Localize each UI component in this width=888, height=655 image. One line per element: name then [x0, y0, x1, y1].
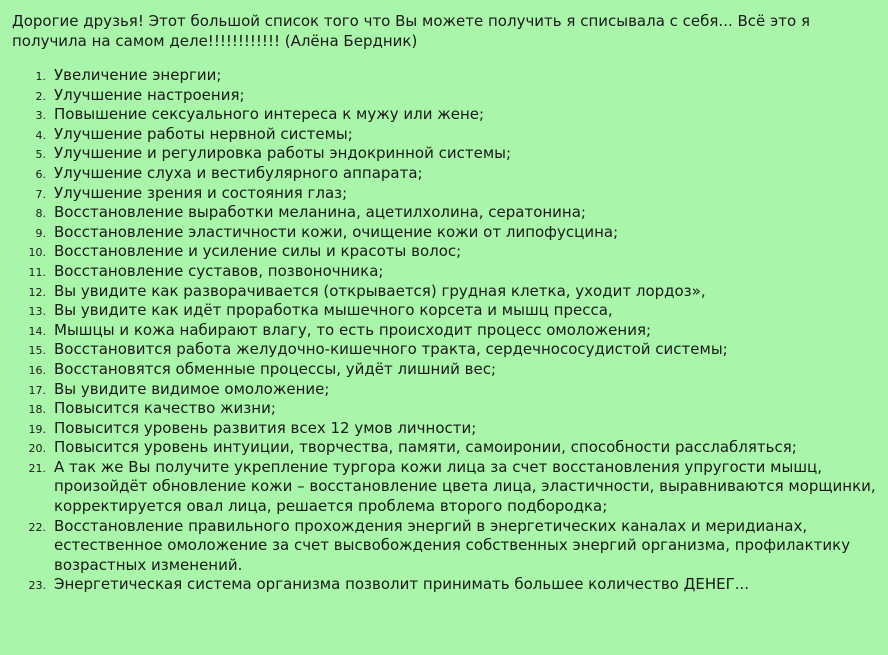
item-number: 13.	[28, 305, 46, 319]
item-number: 3.	[35, 109, 46, 123]
item-text: Повысится уровень развития всех 12 умов личности;	[54, 418, 477, 437]
item-number: 11.	[28, 265, 46, 279]
item-text: Восстановится работа желудочно-кишечного тракта, сердечнососудистой системы;	[54, 340, 728, 359]
item-number: 20.	[28, 442, 46, 456]
item-text: Повышение сексуального интереса к мужу или жене;	[54, 105, 485, 124]
item-text: Восстановятся обменные процессы, уйдёт лишний вес;	[54, 359, 496, 378]
list-item	[12, 399, 888, 419]
list-item	[12, 164, 888, 184]
item-text: Улучшение слуха и вестибулярного аппарата;	[54, 163, 423, 182]
item-number: 4.	[35, 128, 46, 142]
item-number: 10.	[28, 246, 46, 260]
list-item	[12, 458, 888, 517]
list-item	[12, 125, 888, 145]
item-number: 21.	[28, 461, 46, 475]
item-number: 16.	[28, 363, 46, 377]
list-item	[12, 380, 888, 400]
list-item	[12, 86, 888, 106]
item-number: 9.	[35, 226, 46, 240]
list-item	[12, 66, 888, 86]
list-item	[12, 262, 888, 282]
list-item	[12, 301, 888, 321]
list-item	[12, 105, 888, 125]
benefits-list	[12, 66, 888, 595]
intro-text: Дорогие друзья! Этот большой список того что Вы можете получить я списывала с себя... Всё это я получила на самом деле!!!!!!!!!!!! (Алёна Бердник)	[12, 12, 810, 50]
item-number: 15.	[28, 344, 46, 358]
item-number: 6.	[35, 167, 46, 181]
list-item	[12, 144, 888, 164]
list-item	[12, 517, 888, 576]
item-number: 17.	[28, 383, 46, 397]
item-text: Улучшение и регулировка работы эндокринной системы;	[54, 144, 512, 163]
list-item	[12, 340, 888, 360]
item-text: Мышцы и кожа набирают влагу, то есть происходит процесс омоложения;	[54, 320, 652, 339]
item-text: Восстановление и усиление силы и красоты волос;	[54, 242, 462, 261]
item-text: Улучшение зрения и состояния глаз;	[54, 183, 348, 202]
item-text: Вы увидите как идёт проработка мышечного корсета и мышц пресса,	[54, 301, 613, 320]
item-number: 12.	[28, 285, 46, 299]
item-text: Повысится уровень интуиции, творчества, памяти, самоиронии, способности расслабляться;	[54, 438, 797, 457]
list-item	[12, 242, 888, 262]
item-text: Восстановление суставов, позвоночника;	[54, 261, 384, 280]
item-text: Увеличение энергии;	[54, 66, 222, 84]
item-text: Улучшение настроения;	[54, 85, 245, 104]
item-text: Вы увидите как разворачивается (открывается) грудная клетка, уходит лордоз»,	[54, 281, 706, 300]
list-item	[12, 321, 888, 341]
list-item	[12, 438, 888, 458]
item-text: Восстановление эластичности кожи, очищение кожи от липофусцина;	[54, 222, 619, 241]
item-number: 14.	[28, 324, 46, 338]
item-number: 18.	[28, 403, 46, 417]
item-number: 23.	[28, 579, 46, 593]
item-number: 19.	[28, 422, 46, 436]
item-text: Восстановление правильного прохождения энергий в энергетических каналах и меридианах, естественное омоложение за счет высвобождения собственных энергий организма, профилактику возрастных изменений.	[54, 516, 851, 574]
item-text: Улучшение работы нервной системы;	[54, 124, 353, 143]
item-text: Восстановление выработки меланина, ацетилхолина, сератонина;	[54, 203, 586, 222]
list-item	[12, 360, 888, 380]
item-text: Повысится качество жизни;	[54, 399, 276, 418]
list-item	[12, 223, 888, 243]
item-number: 22.	[28, 520, 46, 534]
item-number: 7.	[35, 187, 46, 201]
item-number: 2.	[35, 89, 46, 103]
item-number: 8.	[35, 207, 46, 221]
list-item	[12, 419, 888, 439]
item-number: 5.	[35, 148, 46, 162]
item-text: Вы увидите видимое омоложение;	[54, 379, 330, 398]
item-number: 1.	[35, 70, 46, 83]
list-item	[12, 184, 888, 204]
item-text: А так же Вы получите укрепление тургора кожи лица за счет восстановления упругости мышц, произойдёт обновление кожи – восстановление цвета лица, эластичности, выравниваются морщинки, корректируется овал лица, решается проблема второго подбородка;	[54, 457, 876, 516]
list-item	[12, 575, 888, 595]
item-text: Энергетическая система организма позволит принимать большее количество ДЕНЕГ...	[54, 575, 750, 594]
list-item	[12, 282, 888, 302]
list-item	[12, 203, 888, 223]
